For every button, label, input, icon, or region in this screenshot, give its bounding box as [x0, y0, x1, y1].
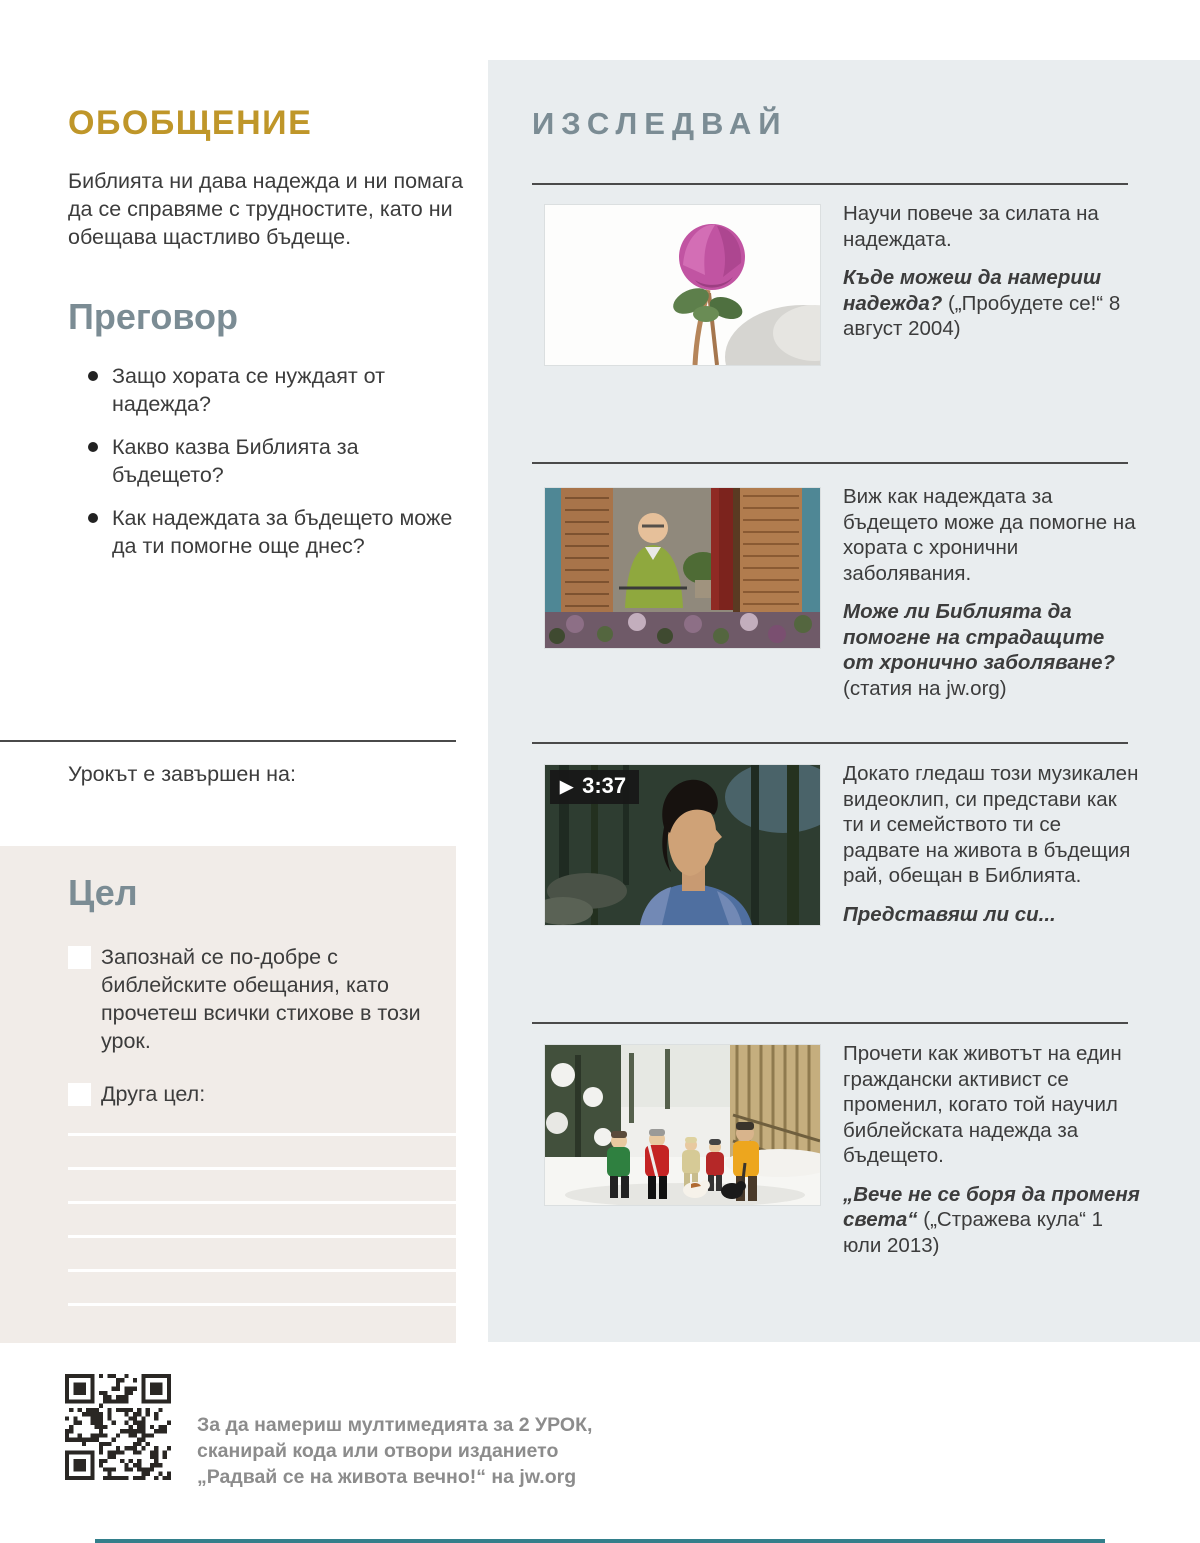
- write-line[interactable]: [68, 1303, 456, 1306]
- explore-separator: [532, 462, 1128, 464]
- bullet-icon: [88, 442, 98, 452]
- review-heading: Преговор: [68, 296, 239, 337]
- item-link-line[interactable]: [843, 265, 1140, 342]
- bullet-text: Защо хората се нуждаят от надежда?: [112, 364, 385, 416]
- item-link-title[interactable]: Представяш ли си...: [843, 902, 1056, 926]
- write-line[interactable]: [68, 1201, 456, 1204]
- man-in-wheelchair-window-photo[interactable]: [545, 488, 820, 648]
- explore-heading: ИЗСЛЕДВАЙ: [532, 106, 788, 141]
- review-bullet-item: [88, 433, 468, 489]
- qr-code: [65, 1374, 171, 1480]
- pink-flower-photo[interactable]: [545, 205, 820, 365]
- explore-separator: [532, 742, 1128, 744]
- goal-item-label: Друга цел:: [101, 1082, 206, 1106]
- explore-separator: [532, 1022, 1128, 1024]
- lesson-completed-label: Урокът е завършен на:: [68, 762, 296, 786]
- write-line[interactable]: [68, 1133, 456, 1136]
- item-description: Докато гледаш този музикален видеоклип, си представи как ти и семейството ти се радвате на живота в бъдещия рай, обещан в Библията.: [843, 762, 1139, 887]
- divider-line: [0, 740, 456, 742]
- goal-item: [68, 943, 428, 1055]
- man-in-forest-video-thumbnail[interactable]: [545, 765, 820, 925]
- bullet-text: Какво казва Библията за бъдещето?: [112, 435, 359, 487]
- review-bullet-list: [88, 362, 468, 575]
- item-source: („Пробудете се!“ 8 август 2004): [843, 291, 1121, 340]
- bullet-text: Как надеждата за бъдещето може да ти помогне още днес?: [112, 506, 453, 558]
- item-description: Виж как надеждата за бъдещето може да помогне на хората с хронични заболявания.: [843, 485, 1136, 585]
- item-link-line[interactable]: [843, 902, 1140, 928]
- checkbox-icon[interactable]: [68, 1083, 91, 1106]
- item-source: (статия на jw.org): [843, 676, 1007, 700]
- video-duration: 3:37: [582, 773, 627, 798]
- item-link-line[interactable]: [843, 599, 1140, 701]
- write-line[interactable]: [68, 1167, 456, 1170]
- bullet-icon: [88, 513, 98, 523]
- goal-heading: Цел: [68, 872, 138, 913]
- summary-heading: ОБОБЩЕНИЕ: [68, 104, 313, 142]
- write-line[interactable]: [68, 1235, 456, 1238]
- item-link-line[interactable]: [843, 1182, 1140, 1259]
- review-bullet-item: [88, 504, 468, 560]
- goal-section: [0, 846, 456, 1343]
- item-description: Прочети как животът на един граждански активист се променил, когато той научил библейската надежда за бъдещето.: [843, 1042, 1122, 1167]
- item-link-title[interactable]: Може ли Библията да помогне на страдащите от хронично заболяване?: [843, 600, 1116, 674]
- family-walking-in-snow-photo[interactable]: [545, 1045, 820, 1205]
- goal-item: [68, 1080, 428, 1108]
- bullet-icon: [88, 371, 98, 381]
- play-icon: ▶: [560, 776, 574, 796]
- summary-paragraph: Библията ни дава надежда и ни помага да се справяме с трудностите, като ни обещава щастливо бъдеще.: [68, 169, 464, 249]
- checkbox-icon[interactable]: [68, 946, 91, 969]
- video-duration-badge: [550, 770, 639, 804]
- item-link-title[interactable]: Къде можеш да намериш надежда?: [843, 266, 1102, 315]
- bottom-accent-bar: [95, 1539, 1105, 1543]
- qr-caption: За да намериш мултимедията за 2 УРОК, сканирай кода или отвори изданието „Радвай се на живота вечно!“ на jw.org: [197, 1414, 593, 1488]
- item-link-title[interactable]: „Вече не се боря да променя света“: [843, 1182, 1140, 1231]
- goal-item-label: Запознай се по-добре с библейските обещания, като прочетеш всички стихове в този урок.: [101, 945, 421, 1053]
- explore-panel: [488, 60, 1200, 1342]
- explore-separator: [532, 183, 1128, 185]
- review-bullet-item: [88, 362, 468, 418]
- write-line[interactable]: [68, 1269, 456, 1272]
- item-description: Научи повече за силата на надеждата.: [843, 202, 1099, 251]
- item-source: („Стражева кула“ 1 юли 2013): [843, 1208, 1104, 1257]
